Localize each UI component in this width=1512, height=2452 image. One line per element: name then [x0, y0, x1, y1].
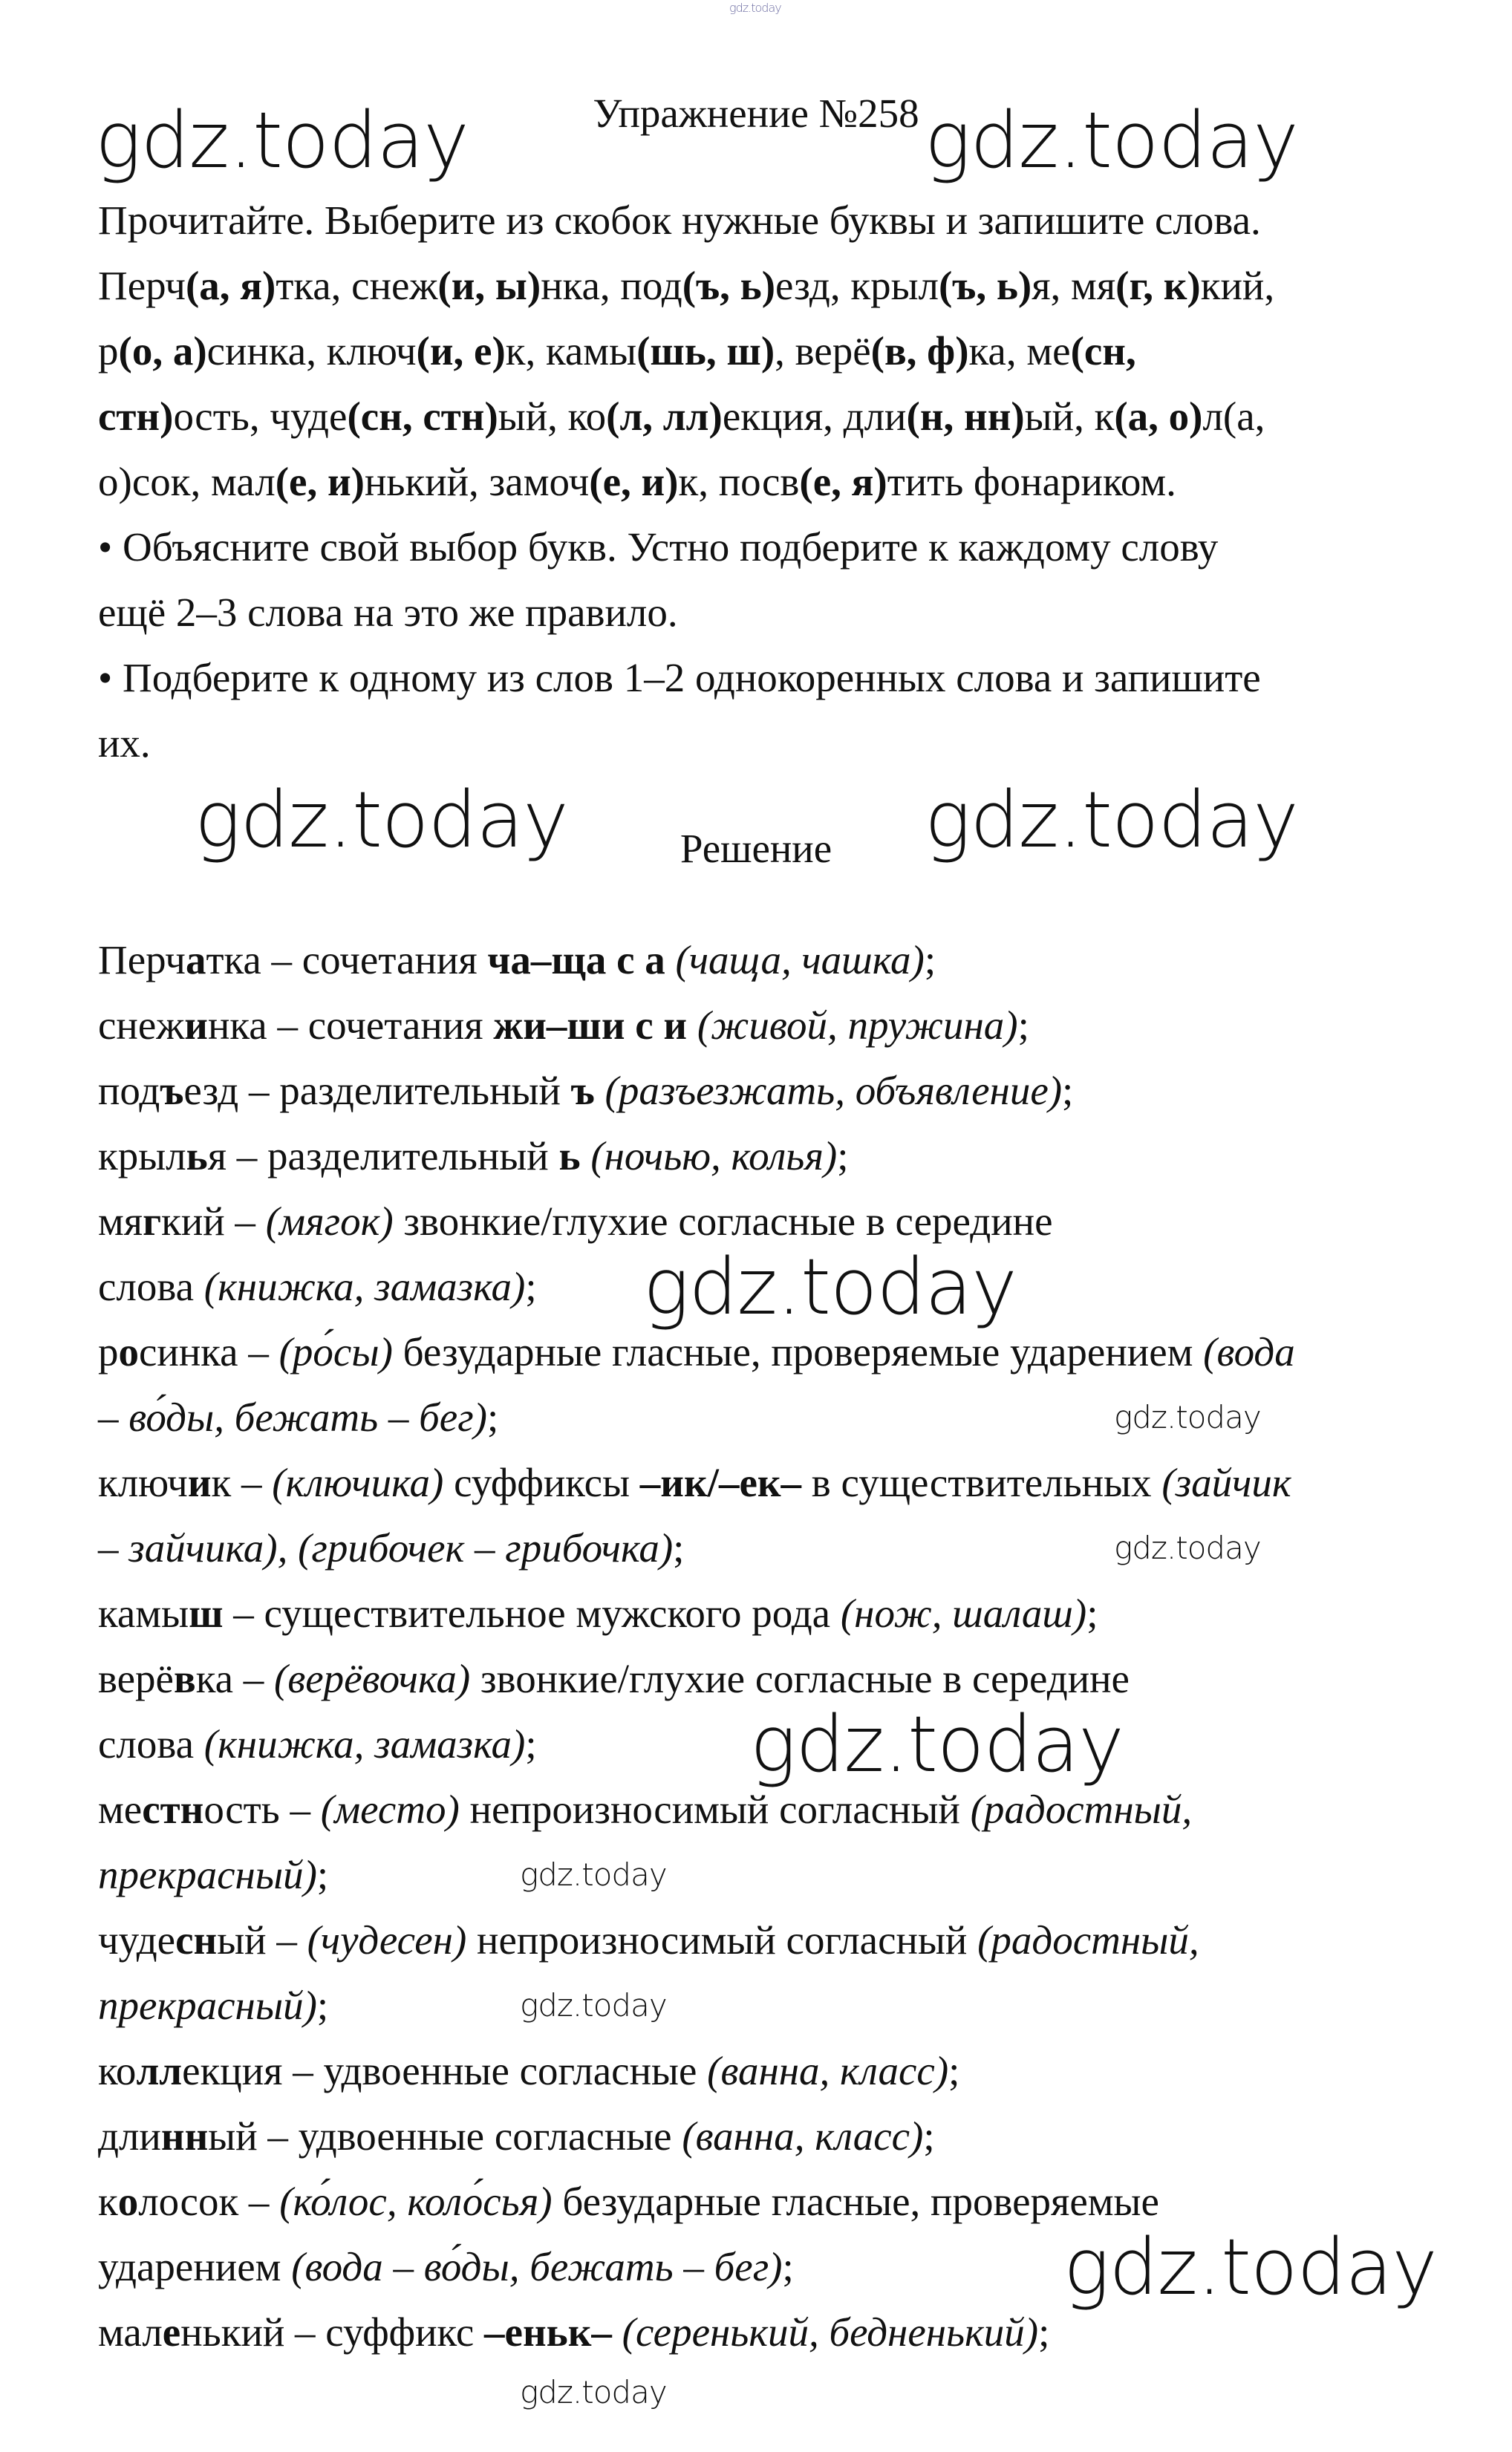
bold-text: стн [142, 1787, 204, 1832]
italic-example: прекрасный) [98, 1852, 317, 1897]
text: безударные гласные, проверяемые ударением [392, 1329, 1204, 1375]
watermark: gdz.today [520, 2374, 667, 2410]
task-line [98, 717, 151, 769]
text [665, 937, 676, 982]
text: под [98, 1068, 160, 1113]
bold-text: а [185, 937, 206, 982]
text: Перч [98, 263, 186, 308]
text: к – [211, 1460, 273, 1505]
text: ме [98, 1787, 143, 1832]
text: слова [98, 1264, 204, 1309]
bold-text: (ъ, ь) [938, 263, 1032, 308]
text: о)сок, мал [98, 459, 276, 504]
text: тка – сочетания [206, 937, 488, 982]
text: я, мя [1032, 263, 1116, 308]
solution-line [98, 1065, 1073, 1117]
watermark: gdz.today [1063, 2222, 1437, 2312]
solution-line [98, 2241, 794, 2293]
task-line [98, 391, 1265, 443]
text: ; [837, 1133, 849, 1178]
bold-text: и [184, 1002, 208, 1048]
solution-line [98, 1261, 537, 1313]
text: дли [98, 2113, 161, 2159]
bold-text: (н, нн) [906, 394, 1025, 439]
bold-text: лл [136, 2048, 183, 2093]
text: мя [98, 1199, 143, 1244]
text: екция, дли [722, 394, 907, 439]
text: ка, ме [968, 328, 1071, 374]
text: ; [948, 2048, 960, 2093]
task-line [98, 587, 678, 639]
italic-example: (вода – во́ды, бежать – бег) [291, 2244, 783, 2289]
italic-example: (радостный, [977, 1917, 1199, 1963]
text [581, 1133, 591, 1178]
text: ый – [217, 1917, 307, 1963]
text: нка – сочетания [207, 1002, 494, 1048]
text: камы [98, 1591, 189, 1636]
bold-text: (сн, стн) [347, 394, 498, 439]
italic-example: (ключика) [272, 1460, 444, 1505]
task-line [98, 325, 1136, 377]
text: нький – суффикс [180, 2309, 485, 2355]
solution-line [98, 2176, 1159, 2228]
bold-text: е [162, 2309, 181, 2355]
text: ещё 2–3 слова на это же правило. [98, 590, 678, 635]
text: ый, к [1024, 394, 1115, 439]
italic-example: – зайчика), (грибочек – грибочка) [98, 1525, 674, 1571]
bold-text: и [187, 1460, 212, 1505]
italic-example: (нож, шалаш) [840, 1591, 1087, 1636]
text: ость, чуде [173, 394, 348, 439]
text: – существительное мужского рода [223, 1591, 841, 1636]
italic-example: (ночью, колья) [590, 1133, 838, 1178]
text: нький, замоч [364, 459, 590, 504]
solution-line [98, 1849, 328, 1901]
text: ость – [203, 1787, 321, 1832]
solution-line [98, 2045, 959, 2097]
bold-text: о [118, 1329, 139, 1375]
task-line [98, 195, 1261, 247]
text: кий – [161, 1199, 266, 1244]
text: л(а, [1202, 394, 1265, 439]
bold-text: (сн, [1070, 328, 1136, 374]
text: ; [486, 1395, 499, 1440]
italic-example: прекрасный) [98, 1983, 317, 2028]
text: • Объясните свой выбор букв. Устно подберите к каждому слову [98, 524, 1219, 570]
bold-text: ь [186, 1133, 208, 1178]
italic-example: (верёвочка) [274, 1656, 471, 1701]
solution-line [98, 1000, 1029, 1051]
text: кий, [1200, 263, 1275, 308]
bold-text: (л, лл) [606, 394, 723, 439]
text: ый – удвоенные согласные [208, 2113, 682, 2159]
text: непроизносимый согласный [466, 1917, 978, 1963]
bold-text: жи–ши с и [493, 1002, 688, 1048]
text: лосок – [138, 2179, 280, 2224]
bold-text: (г, к) [1115, 263, 1201, 308]
text: к, посв [678, 459, 800, 504]
watermark: gdz.today [95, 95, 469, 186]
solution-line [98, 934, 936, 986]
text: их. [98, 720, 151, 766]
text: ударением [98, 2244, 292, 2289]
bold-text: о [117, 2179, 139, 2224]
text: • Подберите к одному из слов 1–2 однокоренных слова и запишите [98, 655, 1261, 700]
text [595, 1068, 605, 1113]
italic-example: (зайчик [1161, 1460, 1291, 1505]
italic-example: (ванна, класс) [707, 2048, 949, 2093]
solution-line [98, 1196, 1053, 1248]
text: я – разделительный [207, 1133, 559, 1178]
text: непроизносимый согласный [459, 1787, 971, 1832]
text: тка, снеж [276, 263, 438, 308]
text [612, 2309, 622, 2355]
watermark: gdz.today [520, 1987, 667, 2024]
watermark: gdz.today [520, 1856, 667, 1893]
bold-text: г [143, 1199, 162, 1244]
italic-example: (вода [1203, 1329, 1295, 1375]
solution-line [98, 2110, 935, 2162]
watermark: gdz.today [1114, 1399, 1261, 1435]
bold-text: (е, и) [275, 459, 365, 504]
solution-line [98, 1718, 537, 1770]
bold-text: (е, и) [589, 459, 679, 504]
watermark: gdz.today [643, 1242, 1017, 1332]
text: ; [1038, 2309, 1050, 2355]
bold-text: ча–ща с а [487, 937, 665, 982]
italic-example: (живой, пружина) [697, 1002, 1018, 1048]
italic-example: (чудесен) [307, 1917, 467, 1963]
task-line [98, 521, 1218, 573]
text: ка – [195, 1656, 274, 1701]
text: крыл [98, 1133, 186, 1178]
italic-example: (ро́сы) [278, 1329, 393, 1375]
text: ый, ко [498, 394, 607, 439]
text: р [98, 1329, 119, 1375]
watermark: gdz.today [925, 775, 1298, 865]
bold-text: ъ [570, 1068, 595, 1113]
bold-text: стн) [98, 394, 174, 439]
solution-line [98, 1588, 1098, 1640]
text: ; [525, 1721, 537, 1767]
text: ; [525, 1264, 537, 1309]
solution-line [98, 1326, 1295, 1378]
solution-line [98, 1130, 849, 1182]
text: суффиксы [443, 1460, 640, 1505]
text: к [98, 2179, 118, 2224]
text: чуде [98, 1917, 176, 1963]
text: ; [924, 937, 936, 982]
solution-line [98, 1522, 684, 1574]
bold-text: (ъ, ь) [682, 263, 776, 308]
italic-example: (книжка, замазка) [203, 1264, 526, 1309]
solution-line [98, 1914, 1199, 1966]
bold-text: ь [558, 1133, 581, 1178]
text: звонкие/глухие согласные в середине [393, 1199, 1053, 1244]
text: ; [1017, 1002, 1029, 1048]
solution-line [98, 1980, 328, 2032]
text: ; [316, 1983, 329, 2028]
text: езд – разделительный [183, 1068, 571, 1113]
text: ко [98, 2048, 137, 2093]
italic-example: (книжка, замазка) [203, 1721, 526, 1767]
watermark: gdz.today [750, 1699, 1124, 1790]
text: мал [98, 2309, 163, 2355]
bold-text: –еньк– [484, 2309, 612, 2355]
bold-text: (и, ы) [437, 263, 541, 308]
bold-text: ш [189, 1591, 224, 1636]
bold-text: нн [160, 2113, 209, 2159]
text: синка, ключ [206, 328, 417, 374]
task-line [98, 652, 1261, 704]
italic-example: (радостный, [970, 1787, 1193, 1832]
text: ; [782, 2244, 794, 2289]
text: звонкие/глухие согласные в середине [470, 1656, 1130, 1701]
top-watermark: gdz.today [729, 1, 781, 15]
solution-line [98, 1392, 498, 1444]
italic-example: (разъезжать, объявление) [605, 1068, 1063, 1113]
text: нка, под [541, 263, 682, 308]
bold-text: (е, я) [799, 459, 887, 504]
text: снеж [98, 1002, 185, 1048]
text: ; [673, 1525, 685, 1571]
bold-text: в [173, 1656, 196, 1701]
italic-example: (ко́лос, коло́сья) [279, 2179, 553, 2224]
text [687, 1002, 697, 1048]
italic-example: (мягок) [265, 1199, 394, 1244]
bold-text: (а, о) [1114, 394, 1203, 439]
solution-line [98, 1457, 1291, 1509]
text: в существительных [801, 1460, 1162, 1505]
text: езд, крыл [775, 263, 939, 308]
exercise-title: Упражнение №258 [593, 91, 919, 136]
italic-example: (серенький, бедненький) [622, 2309, 1039, 2355]
watermark: gdz.today [195, 775, 568, 865]
text: к, камы [505, 328, 637, 374]
watermark: gdz.today [1114, 1530, 1261, 1566]
text: слова [98, 1721, 204, 1767]
solution-line [98, 1784, 1192, 1836]
bold-text: сн [175, 1917, 218, 1963]
text: р [98, 328, 119, 374]
bold-text: ъ [160, 1068, 184, 1113]
italic-example: (ванна, класс) [682, 2113, 924, 2159]
bold-text: (шь, ш) [636, 328, 775, 374]
text: безударные гласные, проверяемые [552, 2179, 1159, 2224]
italic-example: – во́ды, бежать – бег) [98, 1395, 487, 1440]
bold-text: (о, а) [118, 328, 207, 374]
task-line [98, 456, 1176, 508]
text: Перч [98, 937, 186, 982]
bold-text: (а, я) [185, 263, 276, 308]
text: Прочитайте. Выберите из скобок нужные буквы и запишите слова. [98, 198, 1261, 243]
bold-text: (и, е) [416, 328, 506, 374]
solution-heading: Решение [680, 826, 832, 871]
text: ; [1062, 1068, 1074, 1113]
text: верё [98, 1656, 174, 1701]
text: ключ [98, 1460, 188, 1505]
italic-example: (место) [320, 1787, 460, 1832]
task-line [98, 260, 1274, 312]
bold-text: (в, ф) [870, 328, 969, 374]
solution-line [98, 1653, 1130, 1705]
text: ; [923, 2113, 935, 2159]
italic-example: (чаща, чашка) [675, 937, 925, 982]
bold-text: –ик/–ек– [639, 1460, 802, 1505]
solution-line [98, 2306, 1049, 2358]
text: екция – удвоенные согласные [182, 2048, 708, 2093]
text: ; [1086, 1591, 1098, 1636]
text: синка – [139, 1329, 279, 1375]
text: ; [316, 1852, 329, 1897]
watermark: gdz.today [925, 95, 1298, 186]
text: , верё [775, 328, 871, 374]
text: тить фонариком. [887, 459, 1176, 504]
